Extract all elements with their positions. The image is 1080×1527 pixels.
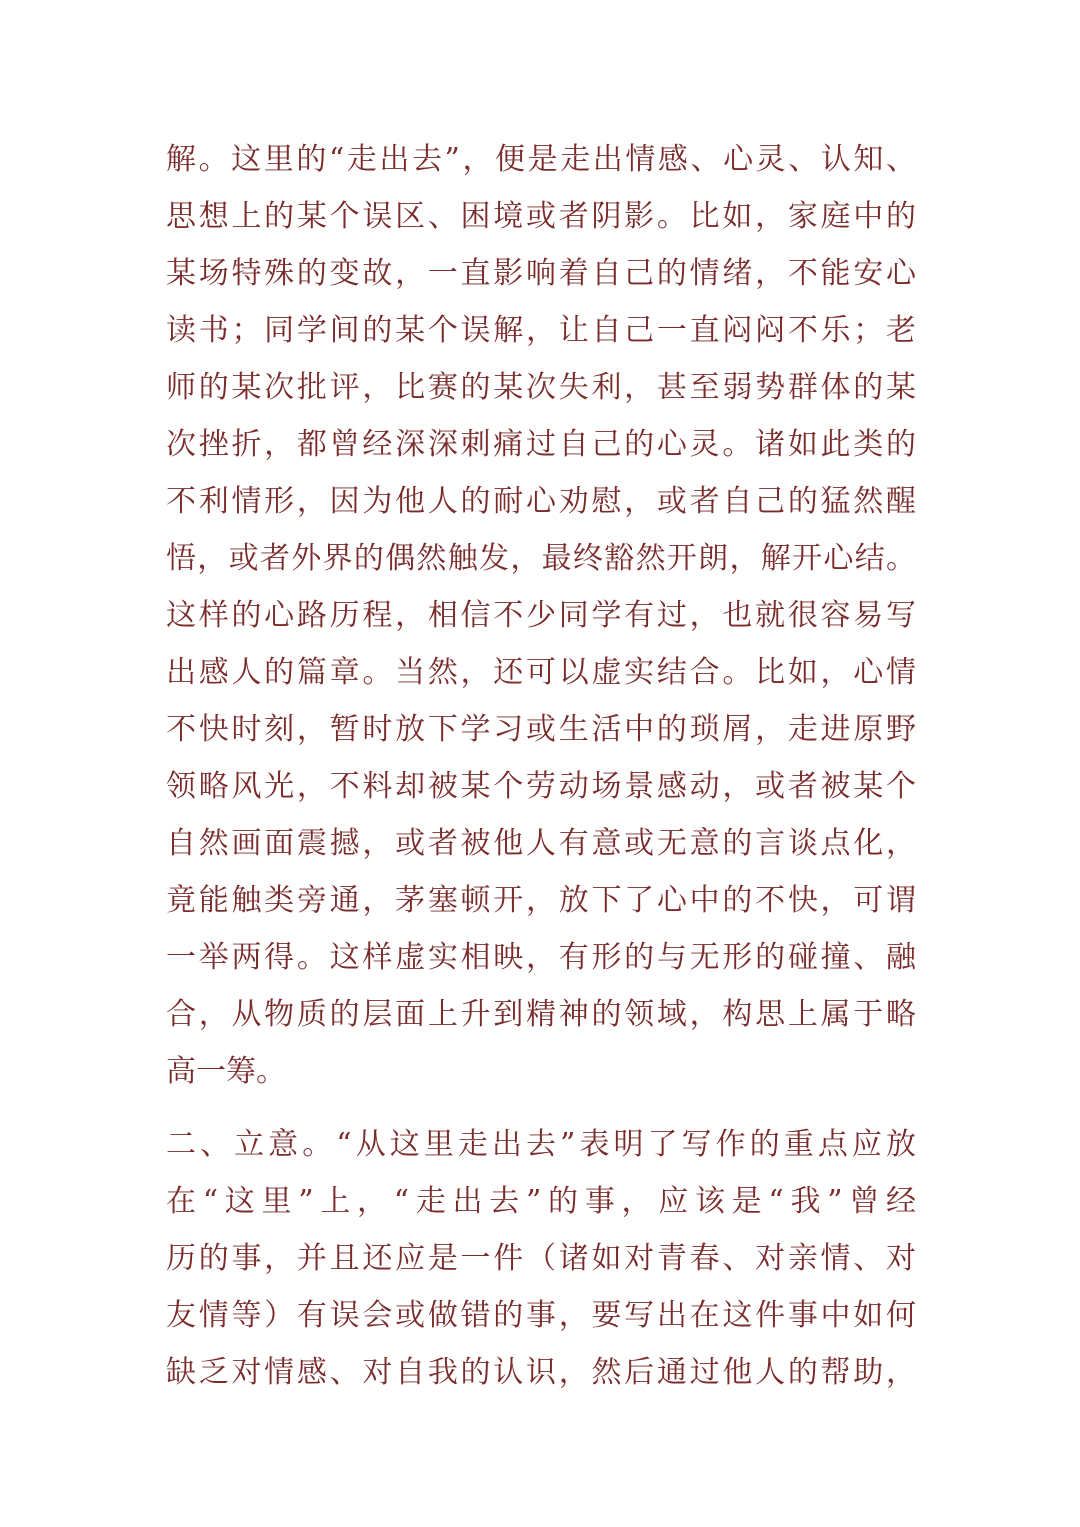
text-line: 友情等）有误会或做错的事，要写出在这件事中如何	[166, 1298, 916, 1333]
text-line: 这样的心路历程，相信不少同学有过，也就很容易写	[166, 598, 916, 633]
text-line: 悟，或者外界的偶然触发，最终豁然开朗，解开心结。	[166, 541, 916, 576]
text-line: 某场特殊的变故，一直影响着自己的情绪，不能安心	[166, 256, 916, 291]
paragraph-1	[166, 131, 916, 1100]
text-line: 历的事，并且还应是一件（诸如对青春、对亲情、对	[166, 1241, 916, 1276]
text-line: 在“这里”上，“走出去”的事，应该是“我”曾经	[166, 1184, 916, 1219]
paragraph-2	[166, 1116, 916, 1401]
text-line: 次挫折，都曾经深深刺痛过自己的心灵。诸如此类的	[166, 427, 916, 462]
text-line: 不利情形，因为他人的耐心劝慰，或者自己的猛然醒	[166, 484, 916, 519]
text-line: 二、立意。“从这里走出去”表明了写作的重点应放	[166, 1127, 916, 1162]
text-line: 自然画面震撼，或者被他人有意或无意的言谈点化，	[166, 826, 916, 861]
text-line: 思想上的某个误区、困境或者阴影。比如，家庭中的	[166, 199, 916, 234]
text-line: 领略风光，不料却被某个劳动场景感动，或者被某个	[166, 769, 916, 804]
text-line: 高一筹。	[166, 1054, 286, 1089]
text-line: 竟能触类旁通，茅塞顿开，放下了心中的不快，可谓	[166, 883, 916, 918]
text-line: 解。这里的“走出去”，便是走出情感、心灵、认知、	[166, 142, 916, 177]
text-line: 不快时刻，暂时放下学习或生活中的琐屑，走进原野	[166, 712, 916, 747]
text-line: 一举两得。这样虚实相映，有形的与无形的碰撞、融	[166, 940, 916, 975]
text-line: 合，从物质的层面上升到精神的领域，构思上属于略	[166, 997, 916, 1032]
text-line: 缺乏对情感、对自我的认识，然后通过他人的帮助，	[166, 1355, 916, 1390]
text-line: 出感人的篇章。当然，还可以虚实结合。比如，心情	[166, 655, 916, 690]
text-line: 读书；同学间的某个误解，让自己一直闷闷不乐；老	[166, 313, 916, 348]
text-line: 师的某次批评，比赛的某次失利，甚至弱势群体的某	[166, 370, 916, 405]
